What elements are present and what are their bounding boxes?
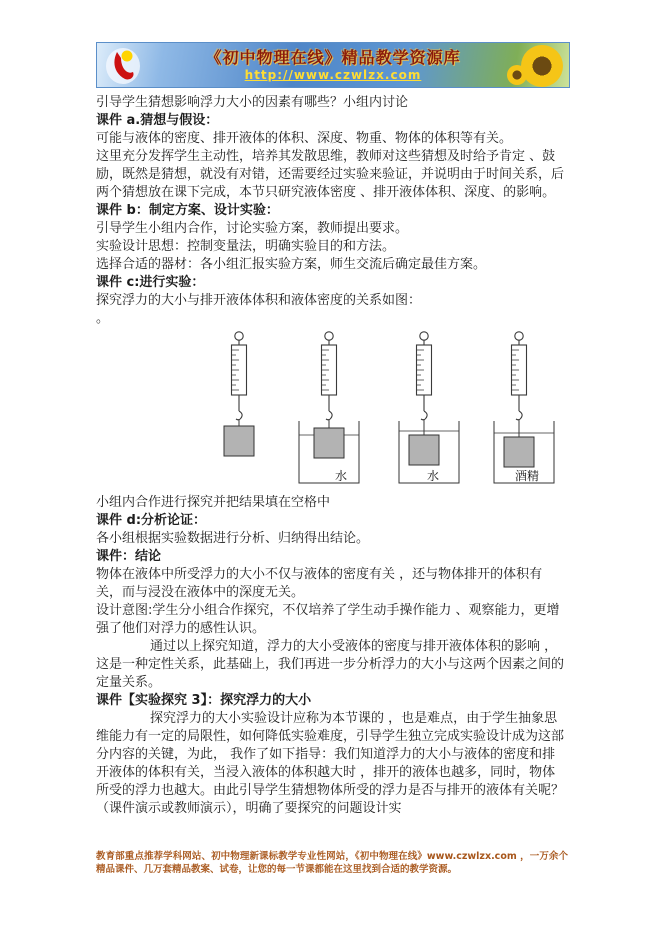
lesson-plan-body — [96, 94, 568, 818]
liquid-label: 酒精 — [514, 469, 540, 483]
setup-water-partial — [299, 332, 359, 483]
section-heading: 课件【实验探究 3】：探究浮力的大小 — [96, 693, 312, 708]
spring-scale-icon — [417, 332, 432, 420]
setup-alcohol — [494, 332, 554, 483]
body-paragraph: 探究浮力的大小与排开液体体积和液体密度的关系如图： — [96, 293, 422, 308]
body-paragraph: 探究浮力的大小实验设计应称为本节课的 ，也是难点，由于学生抽象思维能力有一定的局限性，如何降低实验难度，引导学生独立完成实验设计成为这部分内容的关键，为此， 我作了如下指导：我们知道浮力的大小与液体的密度和排开液体的体积有关，当浸入液体的体积越大时 ，排开的液体也越多，同时，物体所受的浮力也越大。由此引导学生猜想物体所受的浮力是否与排开的液体有关呢？ （课件演示或教师演示），明确了要探究的问题设计实 — [96, 711, 565, 816]
sunflower-icon — [521, 45, 563, 87]
section-heading: 课件 d:分析论证： — [96, 513, 207, 528]
block-icon — [224, 426, 254, 456]
body-paragraph: 通过以上探究知道，浮力的大小受液体的密度与排开液体体积的影响 ，这是一种定性关系，此基础上，我们再进一步分析浮力的大小与这两个因素之间的定量关系。 — [96, 639, 565, 690]
setup-air — [224, 332, 254, 456]
section-heading: 课件 a.猜想与假设： — [96, 113, 219, 128]
site-banner — [96, 42, 570, 88]
section-heading: 课件 b：制定方案、设计实验： — [96, 203, 279, 218]
body-paragraph: 选择合适的器材：各小组汇报实验方案，师生交流后确定最佳方案。 — [96, 257, 487, 272]
setup-water-submerged — [399, 332, 459, 483]
spring-scale-icon — [322, 332, 337, 420]
sunflower-icon-small — [507, 65, 527, 85]
body-paragraph: 各小组根据实验数据进行分析、归纳得出结论。 — [96, 531, 370, 546]
section-heading: 课件 c:进行实验： — [96, 275, 205, 290]
body-paragraph: 实验设计思想：控制变量法，明确实验目的和方法。 — [96, 239, 396, 254]
body-paragraph: 物体在液体中所受浮力的大小不仅与液体的密度有关 ，还与物体排开的体积有关，而与浸没在液体中的深度无关。 — [96, 567, 543, 600]
spring-scale-icon — [232, 332, 247, 420]
body-paragraph: 这里充分发挥学生主动性，培养其发散思维，教师对这些猜想及时给予肯定 、鼓励，既然是猜想，就没有对错，还需要经过实验来验证，并说明由于时间关系，后两个猜想放在课下完成，本节只研究液体密度 、排开液体体积、深度、的影响。 — [96, 149, 565, 200]
footer-note: 教育部重点推荐学科网站、初中物理新课标教学专业性网站，《初中物理在线》www.czwlzx.com ，一万余个精品课件、几万套精品教案、试卷，让您的每一节课都能在这里找到合适的教学资源。 — [96, 851, 568, 875]
site-logo-icon — [102, 46, 144, 86]
experiment-figure — [211, 331, 561, 491]
experiment-diagram — [211, 331, 561, 491]
spring-scale-icon — [512, 332, 527, 420]
block-icon — [504, 437, 534, 467]
section-heading: 课件：结论 — [96, 549, 162, 564]
body-paragraph: 引导学生猜想影响浮力大小的因素有哪些？小组内讨论 — [96, 95, 409, 110]
body-paragraph: 引导学生小组内合作，讨论实验方案，教师提出要求。 — [96, 221, 409, 236]
body-paragraph: 。 — [96, 311, 110, 326]
banner-title: 《初中物理在线》精品教学资源库 — [205, 48, 461, 67]
body-paragraph: 设计意图:学生分小组合作探究，不仅培养了学生动手操作能力 、观察能力，更增强了他们对浮力的感性认识。 — [96, 603, 560, 636]
liquid-label: 水 — [334, 469, 348, 483]
banner-text — [97, 48, 569, 82]
liquid-label: 水 — [426, 469, 440, 483]
block-icon — [409, 435, 439, 465]
block-icon — [314, 428, 344, 458]
body-paragraph: 可能与液体的密度、排开液体的体积、深度、物重、物体的体积等有关。 — [96, 131, 513, 146]
body-paragraph: 小组内合作进行探究并把结果填在空格中 — [96, 495, 331, 510]
banner-url-link[interactable]: http://www.czwlzx.com — [244, 68, 422, 82]
